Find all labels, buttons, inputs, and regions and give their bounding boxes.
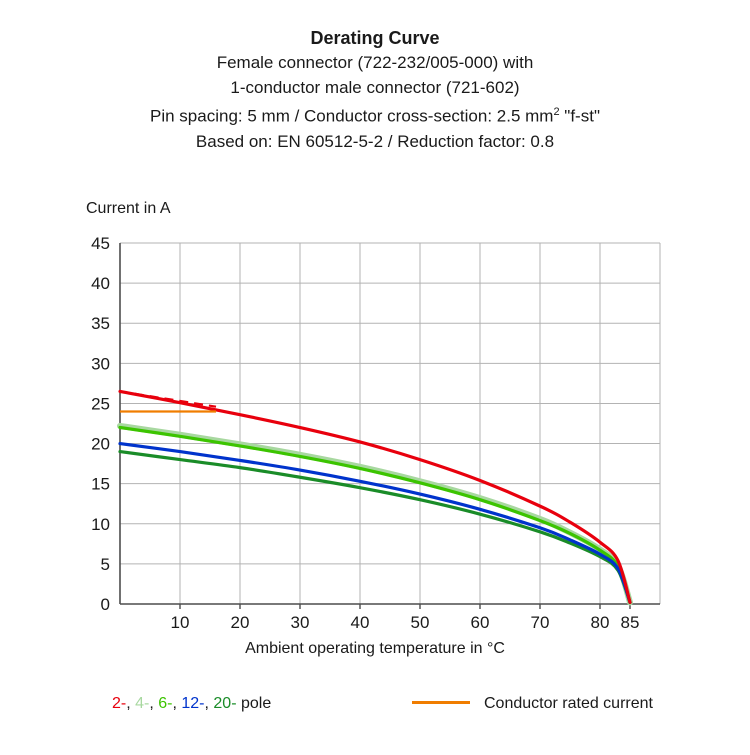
legend-separator: , bbox=[149, 695, 159, 712]
y-axis-label: Current in A bbox=[86, 200, 171, 217]
y-tick-label: 30 bbox=[91, 354, 110, 374]
series-line-2-pole bbox=[120, 391, 630, 602]
legend-pole-2: 2- bbox=[112, 695, 127, 712]
y-tick-label: 20 bbox=[91, 434, 110, 454]
legend-separator: , bbox=[126, 695, 136, 712]
y-tick-label: 35 bbox=[91, 314, 110, 334]
x-axis-label: Ambient operating temperature in °C bbox=[245, 640, 505, 657]
x-tick-label: 70 bbox=[530, 613, 550, 632]
legend-rated-current-label: Conductor rated current bbox=[484, 695, 653, 712]
y-tick-label: 0 bbox=[100, 595, 110, 614]
x-tick-label: 80 bbox=[590, 613, 610, 632]
chart-subtitle-line5: Based on: EN 60512-5-2 / Reduction factor: 0.8 bbox=[195, 131, 555, 151]
legend-separator: , bbox=[172, 695, 182, 712]
x-tick-label: 50 bbox=[410, 613, 430, 632]
legend-pole-4: 4- bbox=[135, 695, 150, 712]
x-tick-label: 10 bbox=[170, 613, 190, 632]
x-tick-label: 30 bbox=[290, 613, 310, 632]
chart-subtitle-line2: Female connector (722-232/005-000) with bbox=[216, 53, 534, 72]
x-tick-label: 20 bbox=[230, 613, 250, 632]
y-tick-label: 40 bbox=[91, 274, 110, 294]
legend-separator: , bbox=[204, 695, 214, 712]
chart-title: Derating Curve bbox=[310, 28, 440, 48]
y-tick-label: 45 bbox=[91, 234, 110, 253]
y-tick-label: 5 bbox=[100, 554, 110, 574]
x-tick-label: 60 bbox=[470, 613, 490, 632]
square-exponent: 2 bbox=[553, 106, 560, 118]
chart-subtitle-line3: 1-conductor male connector (721-602) bbox=[230, 78, 520, 97]
legend-pole-6: 6- bbox=[158, 695, 173, 712]
pin-spacing-text: Pin spacing: 5 mm / Conductor cross-section: 2.5 mm bbox=[150, 106, 554, 126]
x-tick-label: 40 bbox=[350, 613, 370, 632]
y-tick-label: 15 bbox=[91, 474, 110, 494]
conductor-type-text: "f-st" bbox=[559, 106, 600, 126]
legend-separator: pole bbox=[236, 695, 272, 712]
legend-rated-current bbox=[412, 695, 653, 713]
legend-pole-12: 12- bbox=[181, 695, 205, 712]
chart-legend bbox=[0, 695, 750, 725]
legend-poles bbox=[112, 695, 271, 713]
x-tick-label: 85 bbox=[620, 613, 640, 632]
legend-line-swatch bbox=[412, 701, 470, 704]
y-tick-label: 25 bbox=[91, 394, 110, 414]
y-tick-label: 10 bbox=[91, 514, 110, 534]
legend-pole-20: 20- bbox=[213, 695, 237, 712]
